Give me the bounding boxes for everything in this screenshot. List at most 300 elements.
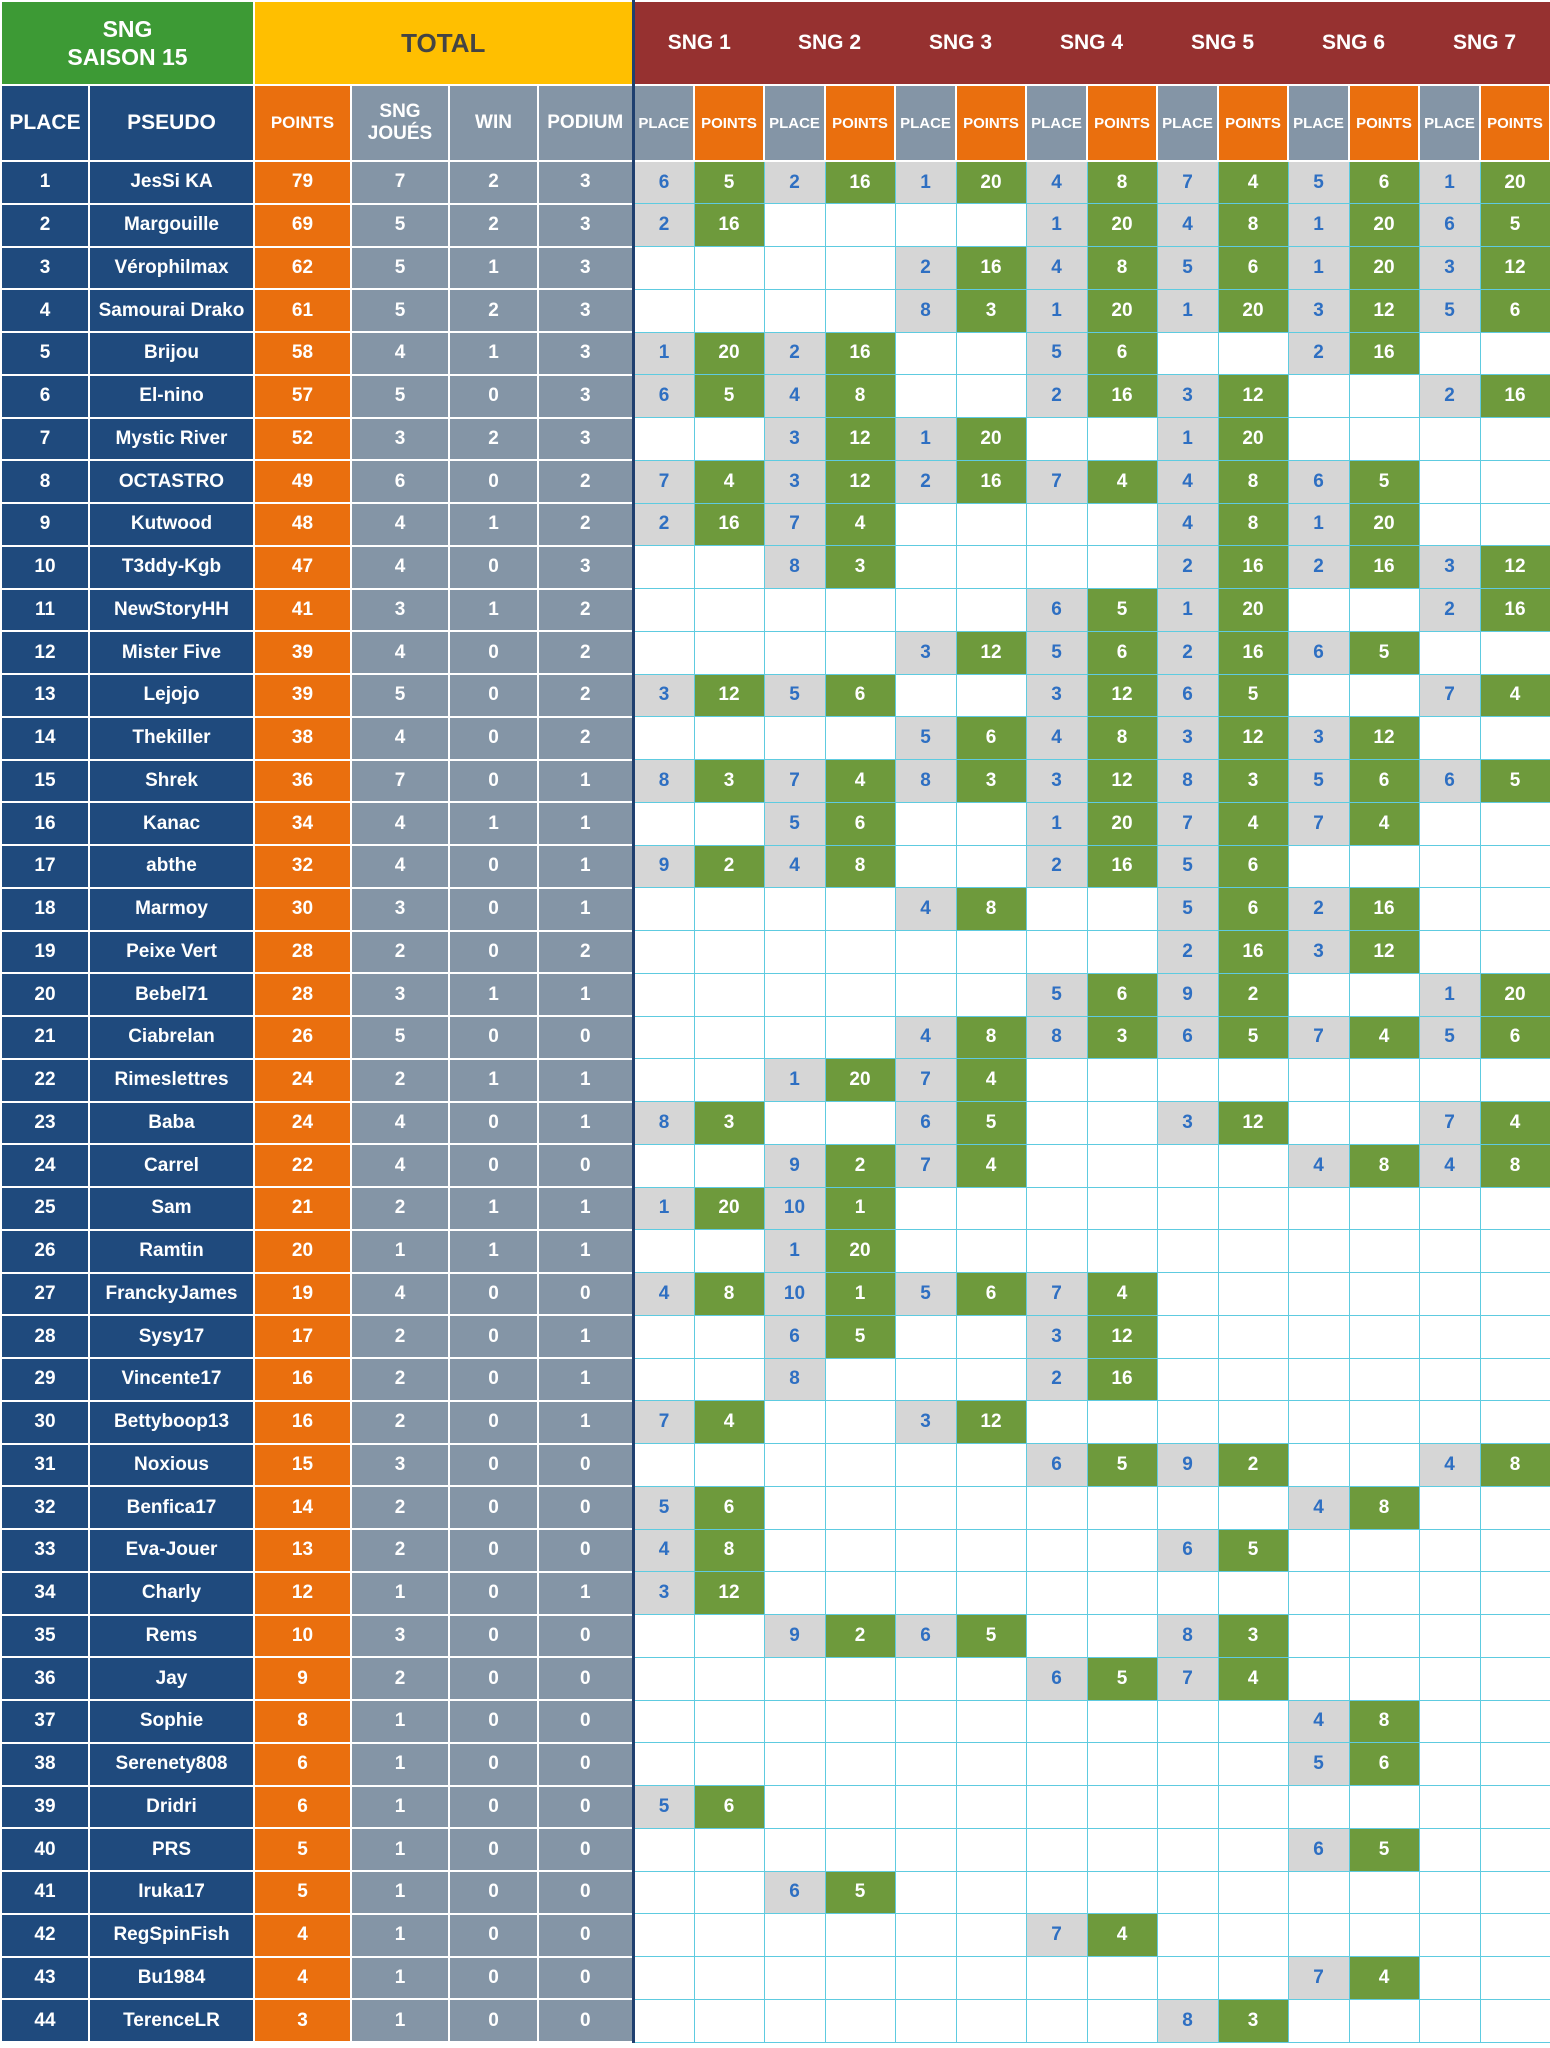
- sng-2-place-cell: [764, 631, 825, 674]
- sng-2-place-cell: 9: [764, 1144, 825, 1187]
- sng-2-place-cell: 8: [764, 1358, 825, 1401]
- row-sng-joues: 1: [351, 1230, 449, 1273]
- sng-4-points-cell: [1087, 1828, 1157, 1871]
- row-sng-joues: 4: [351, 1102, 449, 1145]
- sng-4-points-cell: 3: [1087, 1016, 1157, 1059]
- row-sng-joues: 1: [351, 1700, 449, 1743]
- sng-6-place-cell: [1288, 1273, 1349, 1316]
- sng-2-place-cell: 1: [764, 1230, 825, 1273]
- row-podium: 0: [538, 1529, 633, 1572]
- sng-2-points-cell: [825, 1828, 895, 1871]
- sng-3-points-cell: [956, 931, 1026, 974]
- row-place: 6: [1, 375, 89, 418]
- sng-6-points-cell: 20: [1349, 247, 1419, 290]
- table-row: [1, 1957, 1550, 2000]
- sng-5-points-cell: 20: [1218, 418, 1288, 461]
- row-win: 0: [449, 1957, 538, 2000]
- row-place: 40: [1, 1828, 89, 1871]
- row-win: 0: [449, 1615, 538, 1658]
- sng-5-place-cell: 3: [1157, 375, 1218, 418]
- sng-6-points-cell: [1349, 1914, 1419, 1957]
- season-title-line2: SAISON 15: [67, 44, 188, 70]
- sng-2-points-cell: 5: [825, 1871, 895, 1914]
- sng-2-points-cell: [825, 1444, 895, 1487]
- sng-4-points-cell: [1087, 1529, 1157, 1572]
- sng-6-place-cell: [1288, 1059, 1349, 1102]
- sng-6-points-cell: 5: [1349, 460, 1419, 503]
- sng-4-points-cell: 12: [1087, 760, 1157, 803]
- row-total-points: 14: [254, 1486, 351, 1529]
- row-total-points: 52: [254, 418, 351, 461]
- sng-7-place-cell: 1: [1419, 161, 1480, 204]
- header-row-top: [1, 1, 1550, 85]
- sng-6-place-cell: 7: [1288, 1957, 1349, 2000]
- sng-2-place-cell: [764, 1657, 825, 1700]
- sng-3-place-cell: 4: [895, 888, 956, 931]
- sng-2-points-cell: [825, 1999, 895, 2042]
- sng-3-place-cell: 7: [895, 1144, 956, 1187]
- sng-2-points-cell: [825, 1016, 895, 1059]
- row-podium: 0: [538, 1743, 633, 1786]
- sng-4-place-cell: 4: [1026, 717, 1087, 760]
- sng-6-points-cell: 20: [1349, 503, 1419, 546]
- row-sng-joues: 5: [351, 247, 449, 290]
- sng-5-points-cell: 8: [1218, 204, 1288, 247]
- row-total-points: 48: [254, 503, 351, 546]
- sng-3-place-cell: 8: [895, 289, 956, 332]
- sng-5-place-cell: 4: [1157, 204, 1218, 247]
- sng-3-points-cell: [956, 1315, 1026, 1358]
- sng-7-place-cell: 5: [1419, 1016, 1480, 1059]
- row-place: 23: [1, 1102, 89, 1145]
- sng-4-points-cell: [1087, 418, 1157, 461]
- sng-4-place-cell: 5: [1026, 631, 1087, 674]
- sng-2-points-cell: 6: [825, 674, 895, 717]
- sng-7-points-cell: [1480, 931, 1550, 974]
- sng-5-place-cell: [1157, 1786, 1218, 1829]
- sng-5-place-cell: 9: [1157, 1444, 1218, 1487]
- row-podium: 2: [538, 931, 633, 974]
- sng-4-place-cell: [1026, 1999, 1087, 2042]
- sng-5-place-cell: 4: [1157, 460, 1218, 503]
- row-podium: 0: [538, 1999, 633, 2042]
- row-pseudo: Mister Five: [89, 631, 254, 674]
- sng-1-place-cell: 6: [633, 375, 694, 418]
- row-sng-joues: 7: [351, 161, 449, 204]
- sng-5-points-cell: 16: [1218, 546, 1288, 589]
- sng-4-points-cell: 4: [1087, 460, 1157, 503]
- season-title-line1: SNG: [102, 16, 153, 42]
- sng-3-points-cell: 3: [956, 760, 1026, 803]
- sng-5-points-cell: [1218, 1914, 1288, 1957]
- sng-7-place-cell: [1419, 1871, 1480, 1914]
- row-sng-joues: 1: [351, 1743, 449, 1786]
- row-pseudo: Sam: [89, 1187, 254, 1230]
- row-total-points: 24: [254, 1102, 351, 1145]
- row-pseudo: Carrel: [89, 1144, 254, 1187]
- sng-3-place-cell: [895, 589, 956, 632]
- row-total-points: 30: [254, 888, 351, 931]
- table-row: [1, 204, 1550, 247]
- sng-2-place-cell: 4: [764, 375, 825, 418]
- table-row: [1, 760, 1550, 803]
- sng-2-place-cell: [764, 973, 825, 1016]
- sng-1-place-cell: [633, 247, 694, 290]
- sng-3-points-cell: [956, 1187, 1026, 1230]
- sng-6-place-cell: 3: [1288, 289, 1349, 332]
- sng-4-place-cell: 1: [1026, 204, 1087, 247]
- row-pseudo: FranckyJames: [89, 1273, 254, 1316]
- sng-3-place-cell: 8: [895, 760, 956, 803]
- row-sng-joues: 3: [351, 589, 449, 632]
- row-win: 0: [449, 460, 538, 503]
- row-pseudo: abthe: [89, 845, 254, 888]
- sng-5-place-cell: 4: [1157, 503, 1218, 546]
- sng-3-place-cell: [895, 931, 956, 974]
- table-row: [1, 460, 1550, 503]
- sng-5-place-cell: [1157, 1871, 1218, 1914]
- sng-7-points-cell: 8: [1480, 1144, 1550, 1187]
- row-podium: 1: [538, 1102, 633, 1145]
- sng-4-place-cell: 4: [1026, 247, 1087, 290]
- sng-3-place-cell: [895, 1957, 956, 2000]
- row-pseudo: Sophie: [89, 1700, 254, 1743]
- sng-5-place-cell: 8: [1157, 1615, 1218, 1658]
- sng-6-header: SNG 6: [1288, 1, 1419, 85]
- row-pseudo: Brijou: [89, 332, 254, 375]
- sng-5-points-cell: 6: [1218, 845, 1288, 888]
- sng-5-place-cell: [1157, 1187, 1218, 1230]
- row-podium: 1: [538, 1230, 633, 1273]
- sng-2-place-cell: [764, 589, 825, 632]
- row-total-points: 5: [254, 1871, 351, 1914]
- sng-3-points-cell: 20: [956, 418, 1026, 461]
- sng-4-points-cell: 8: [1087, 717, 1157, 760]
- sng-4-place-cell: [1026, 1230, 1087, 1273]
- sng-5-place-cell: 8: [1157, 760, 1218, 803]
- sng-6-place-cell: [1288, 1657, 1349, 1700]
- sng-1-points-cell: [694, 418, 764, 461]
- sng-7-place-cell: 7: [1419, 1102, 1480, 1145]
- row-win: 0: [449, 1144, 538, 1187]
- row-podium: 1: [538, 973, 633, 1016]
- row-total-points: 4: [254, 1914, 351, 1957]
- row-sng-joues: 7: [351, 760, 449, 803]
- sng-7-place-cell: [1419, 631, 1480, 674]
- sng-3-points-cell: 5: [956, 1102, 1026, 1145]
- sng-6-place-cell: 5: [1288, 161, 1349, 204]
- sng-7-points-cell: 16: [1480, 589, 1550, 632]
- row-podium: 0: [538, 1871, 633, 1914]
- sng-7-points-cell: [1480, 1743, 1550, 1786]
- row-podium: 0: [538, 1828, 633, 1871]
- sng-1-points-cell: [694, 1657, 764, 1700]
- sng-3-place-cell: 1: [895, 418, 956, 461]
- row-win: 1: [449, 1187, 538, 1230]
- sng-4-points-cell: [1087, 1102, 1157, 1145]
- row-place: 34: [1, 1572, 89, 1615]
- row-place: 11: [1, 589, 89, 632]
- row-podium: 1: [538, 1059, 633, 1102]
- ranking-body: [1, 161, 1550, 2042]
- sng-5-place-cell: [1157, 1743, 1218, 1786]
- sng-6-place-cell: [1288, 845, 1349, 888]
- sng-7-points-cell: [1480, 1615, 1550, 1658]
- sng-4-place-cell: [1026, 546, 1087, 589]
- row-win: 0: [449, 674, 538, 717]
- sng-2-place-cell: 10: [764, 1187, 825, 1230]
- row-win: 0: [449, 1102, 538, 1145]
- sng-2-place-cell: 6: [764, 1315, 825, 1358]
- sng-5-col-points: POINTS: [1218, 85, 1288, 161]
- sng-1-points-cell: [694, 1016, 764, 1059]
- row-pseudo: El-nino: [89, 375, 254, 418]
- row-pseudo: Marmoy: [89, 888, 254, 931]
- sng-7-points-cell: 16: [1480, 375, 1550, 418]
- row-win: 0: [449, 845, 538, 888]
- header-row-columns: [1, 85, 1550, 161]
- sng-2-points-cell: [825, 717, 895, 760]
- row-total-points: 16: [254, 1401, 351, 1444]
- row-place: 1: [1, 161, 89, 204]
- sng-4-points-cell: 5: [1087, 1444, 1157, 1487]
- sng-7-points-cell: [1480, 503, 1550, 546]
- sng-4-points-cell: [1087, 1743, 1157, 1786]
- row-total-points: 15: [254, 1444, 351, 1487]
- sng-4-points-cell: 12: [1087, 1315, 1157, 1358]
- sng-1-points-cell: [694, 1871, 764, 1914]
- sng-3-place-cell: [895, 1187, 956, 1230]
- sng-1-place-cell: 2: [633, 204, 694, 247]
- row-podium: 1: [538, 1315, 633, 1358]
- sng-5-points-cell: [1218, 1786, 1288, 1829]
- sng-1-place-cell: 3: [633, 674, 694, 717]
- sng-2-place-cell: [764, 1401, 825, 1444]
- sng-4-place-cell: 4: [1026, 161, 1087, 204]
- sng-3-points-cell: [956, 1529, 1026, 1572]
- sng-2-place-cell: [764, 717, 825, 760]
- sng-5-place-cell: [1157, 1572, 1218, 1615]
- sng-1-place-cell: [633, 888, 694, 931]
- sng-6-place-cell: [1288, 1529, 1349, 1572]
- row-total-points: 12: [254, 1572, 351, 1615]
- sng-1-place-cell: 4: [633, 1273, 694, 1316]
- sng-5-place-cell: 2: [1157, 631, 1218, 674]
- table-row: [1, 1102, 1550, 1145]
- sng-5-place-cell: [1157, 1273, 1218, 1316]
- row-total-points: 10: [254, 1615, 351, 1658]
- row-total-points: 49: [254, 460, 351, 503]
- sng-7-header: SNG 7: [1419, 1, 1550, 85]
- sng-2-points-cell: 1: [825, 1187, 895, 1230]
- sng-4-points-cell: [1087, 1615, 1157, 1658]
- row-sng-joues: 4: [351, 332, 449, 375]
- sng-2-place-cell: [764, 888, 825, 931]
- sng-4-place-cell: [1026, 1102, 1087, 1145]
- sng-6-place-cell: 6: [1288, 1828, 1349, 1871]
- sng-7-points-cell: [1480, 1871, 1550, 1914]
- sng-7-col-place: PLACE: [1419, 85, 1480, 161]
- row-place: 29: [1, 1358, 89, 1401]
- sng-3-points-cell: 5: [956, 1615, 1026, 1658]
- sng-2-place-cell: [764, 1444, 825, 1487]
- table-row: [1, 546, 1550, 589]
- sng-5-place-cell: 6: [1157, 674, 1218, 717]
- row-win: 0: [449, 1743, 538, 1786]
- sng-4-points-cell: 16: [1087, 845, 1157, 888]
- sng-5-place-cell: [1157, 1486, 1218, 1529]
- sng-5-points-cell: 12: [1218, 717, 1288, 760]
- row-place: 20: [1, 973, 89, 1016]
- sng-1-points-cell: [694, 289, 764, 332]
- sng-6-points-cell: [1349, 1315, 1419, 1358]
- sng-3-points-cell: 8: [956, 1016, 1026, 1059]
- sng-5-points-cell: 3: [1218, 1999, 1288, 2042]
- sng-1-points-cell: 12: [694, 1572, 764, 1615]
- sng-1-place-cell: [633, 973, 694, 1016]
- sng-7-place-cell: [1419, 1401, 1480, 1444]
- row-podium: 3: [538, 204, 633, 247]
- row-place: 28: [1, 1315, 89, 1358]
- row-podium: 0: [538, 1786, 633, 1829]
- sng-5-place-cell: [1157, 1700, 1218, 1743]
- sng-5-place-cell: [1157, 1358, 1218, 1401]
- sng-4-place-cell: [1026, 1786, 1087, 1829]
- row-podium: 3: [538, 375, 633, 418]
- sng-3-place-cell: 2: [895, 460, 956, 503]
- sng-7-points-cell: 6: [1480, 1016, 1550, 1059]
- row-place: 42: [1, 1914, 89, 1957]
- sng-3-points-cell: 8: [956, 888, 1026, 931]
- row-win: 0: [449, 1999, 538, 2042]
- sng-7-place-cell: 4: [1419, 1144, 1480, 1187]
- sng-2-place-cell: 9: [764, 1615, 825, 1658]
- row-win: 0: [449, 1486, 538, 1529]
- sng-7-place-cell: [1419, 1914, 1480, 1957]
- sng-3-points-cell: [956, 1572, 1026, 1615]
- sng-4-points-cell: [1087, 1700, 1157, 1743]
- sng-7-points-cell: [1480, 1273, 1550, 1316]
- sng-3-points-cell: 4: [956, 1059, 1026, 1102]
- sng-7-points-cell: 5: [1480, 204, 1550, 247]
- sng-2-place-cell: 5: [764, 802, 825, 845]
- row-sng-joues: 2: [351, 1486, 449, 1529]
- sng-2-points-cell: [825, 1914, 895, 1957]
- sng-6-points-cell: 16: [1349, 332, 1419, 375]
- sng-5-place-cell: 3: [1157, 1102, 1218, 1145]
- sng-3-points-cell: 16: [956, 247, 1026, 290]
- sng-3-points-cell: 16: [956, 460, 1026, 503]
- sng-6-place-cell: [1288, 375, 1349, 418]
- row-podium: 0: [538, 1486, 633, 1529]
- row-podium: 0: [538, 1657, 633, 1700]
- sng-5-place-cell: 2: [1157, 546, 1218, 589]
- sng-7-points-cell: [1480, 460, 1550, 503]
- sng-7-place-cell: [1419, 1657, 1480, 1700]
- sng-2-place-cell: 7: [764, 760, 825, 803]
- row-sng-joues: 6: [351, 460, 449, 503]
- sng-6-place-cell: 2: [1288, 332, 1349, 375]
- row-pseudo: Serenety808: [89, 1743, 254, 1786]
- sng-2-place-cell: 2: [764, 161, 825, 204]
- row-place: 15: [1, 760, 89, 803]
- sng-5-points-cell: 12: [1218, 375, 1288, 418]
- sng-2-points-cell: 4: [825, 760, 895, 803]
- sng-2-points-cell: 8: [825, 375, 895, 418]
- sng-5-place-cell: 6: [1157, 1529, 1218, 1572]
- sng-7-place-cell: 2: [1419, 375, 1480, 418]
- sng-1-place-cell: 5: [633, 1486, 694, 1529]
- sng-1-place-cell: 1: [633, 1187, 694, 1230]
- sng-2-place-cell: [764, 1102, 825, 1145]
- row-win: 1: [449, 589, 538, 632]
- table-row: [1, 375, 1550, 418]
- sng-7-place-cell: [1419, 1059, 1480, 1102]
- sng-7-points-cell: [1480, 1999, 1550, 2042]
- sng-6-place-cell: [1288, 418, 1349, 461]
- row-total-points: 39: [254, 674, 351, 717]
- sng-1-points-cell: 2: [694, 845, 764, 888]
- sng-4-place-cell: 2: [1026, 1358, 1087, 1401]
- sng-5-place-cell: 5: [1157, 247, 1218, 290]
- sng-3-place-cell: [895, 1486, 956, 1529]
- row-sng-joues: 5: [351, 1016, 449, 1059]
- sng-3-points-cell: [956, 1230, 1026, 1273]
- sng-2-points-cell: [825, 1358, 895, 1401]
- row-total-points: 6: [254, 1786, 351, 1829]
- table-row: [1, 161, 1550, 204]
- sng-5-points-cell: 12: [1218, 1102, 1288, 1145]
- sng-5-points-cell: 20: [1218, 289, 1288, 332]
- row-podium: 2: [538, 460, 633, 503]
- sng-6-place-cell: [1288, 1102, 1349, 1145]
- row-pseudo: Kanac: [89, 802, 254, 845]
- row-win: 1: [449, 973, 538, 1016]
- sng-4-points-cell: 16: [1087, 375, 1157, 418]
- table-row: [1, 888, 1550, 931]
- sng-4-place-cell: 6: [1026, 1657, 1087, 1700]
- sng-3-points-cell: [956, 1657, 1026, 1700]
- row-win: 0: [449, 1315, 538, 1358]
- sng-2-place-cell: [764, 204, 825, 247]
- sng-5-place-cell: [1157, 1401, 1218, 1444]
- sng-2-points-cell: 20: [825, 1230, 895, 1273]
- row-win: 0: [449, 1700, 538, 1743]
- sng-3-place-cell: 1: [895, 161, 956, 204]
- row-pseudo: Margouille: [89, 204, 254, 247]
- row-total-points: 5: [254, 1828, 351, 1871]
- row-win: 1: [449, 247, 538, 290]
- sng-3-place-cell: [895, 375, 956, 418]
- sng-6-points-cell: [1349, 375, 1419, 418]
- sng-7-place-cell: [1419, 1615, 1480, 1658]
- sng-1-place-cell: [633, 1743, 694, 1786]
- table-row: [1, 1059, 1550, 1102]
- sng-6-points-cell: [1349, 1871, 1419, 1914]
- row-sng-joues: 4: [351, 546, 449, 589]
- sng-6-place-cell: 3: [1288, 931, 1349, 974]
- sng-3-points-cell: [956, 1957, 1026, 2000]
- row-podium: 3: [538, 289, 633, 332]
- sng-5-col-place: PLACE: [1157, 85, 1218, 161]
- sng-1-place-cell: [633, 631, 694, 674]
- row-place: 17: [1, 845, 89, 888]
- sng-5-place-cell: [1157, 1914, 1218, 1957]
- row-podium: 2: [538, 674, 633, 717]
- sng-1-points-cell: [694, 631, 764, 674]
- row-pseudo: Noxious: [89, 1444, 254, 1487]
- sng-7-points-cell: [1480, 1828, 1550, 1871]
